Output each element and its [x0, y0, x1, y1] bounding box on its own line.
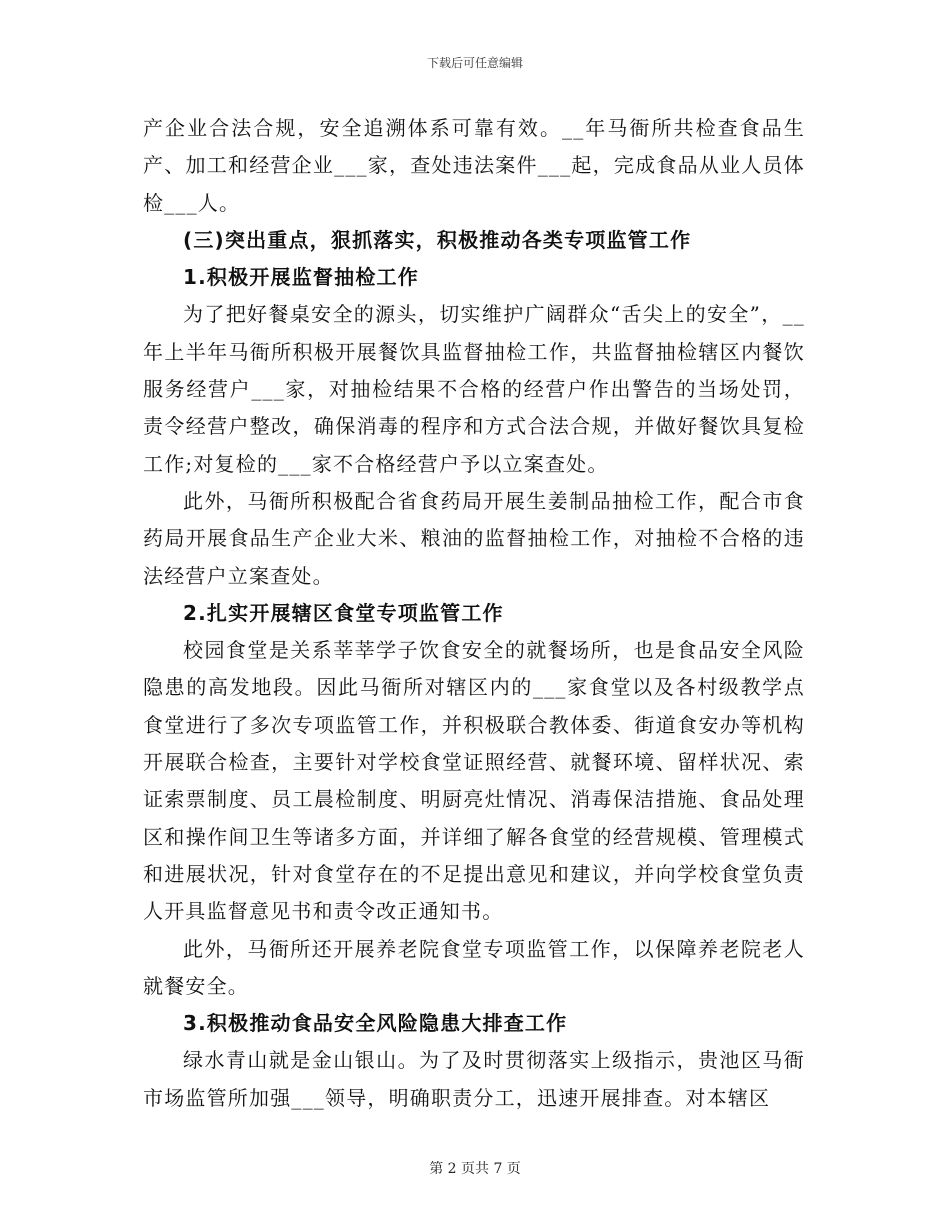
- paragraph-2: 为了把好餐桌安全的源头，切实维护广阔群众“舌尖上的安全”，__年上半年马衙所积极开展餐饮具监督抽检工作，共监督抽检辖区内餐饮服务经营户___家，对抽检结果不合格的经营户作出警告的当场处罚，责令经营户整改，确保消毒的程序和方式合法合规，并做好餐饮具复检工作;对复检的___家不合格经营户予以立案查处。: [143, 302, 805, 476]
- paragraph-1: 产企业合法合规，安全追溯体系可靠有效。__年马衙所共检查食品生产、加工和经营企业___家，查处违法案件___起，完成食品从业人员体检___人。: [143, 116, 805, 215]
- subheading-3: 3.积极推动食品安全风险隐患大排查工作: [183, 1011, 568, 1036]
- page-header: 下载后可任意编辑: [426, 56, 523, 70]
- document-body: [143, 110, 805, 1117]
- section-heading-3: (三)突出重点，狠抓落实，积极推动各类专项监管工作: [183, 227, 692, 252]
- subheading-1: 1.积极开展监督抽检工作: [183, 265, 419, 290]
- paragraph-6: 绿水青山就是金山银山。为了及时贯彻落实上级指示，贵池区马衙市场监管所加强___领导，明确职责分工，迅速开展排查。对本辖区: [143, 1048, 805, 1110]
- paragraph-4: 校园食堂是关系莘莘学子饮食安全的就餐场所，也是食品安全风险隐患的高发地段。因此马衙所对辖区内的___家食堂以及各村级教学点食堂进行了多次专项监管工作，并积极联合教体委、街道食安办等机构开展联合检查，主要针对学校食堂证照经营、就餐环境、留样状况、索证索票制度、员工晨检制度、明厨亮灶情况、消毒保洁措施、食品处理区和操作间卫生等诸多方面，并详细了解各食堂的经营规模、管理模式和进展状况，针对食堂存在的不足提出意见和建议，并向学校食堂负责人开具监督意见书和责令改正通知书。: [143, 638, 805, 924]
- paragraph-5: 此外，马衙所还开展养老院食堂专项监管工作，以保障养老院老人就餐安全。: [143, 936, 805, 998]
- page-footer: 第 2 页共 7 页: [429, 1161, 521, 1177]
- subheading-2: 2.扎实开展辖区食堂专项监管工作: [183, 600, 504, 625]
- paragraph-3: 此外，马衙所积极配合省食药局开展生姜制品抽检工作，配合市食药局开展食品生产企业大米、粮油的监督抽检工作，对抽检不合格的违法经营户立案查处。: [143, 488, 805, 588]
